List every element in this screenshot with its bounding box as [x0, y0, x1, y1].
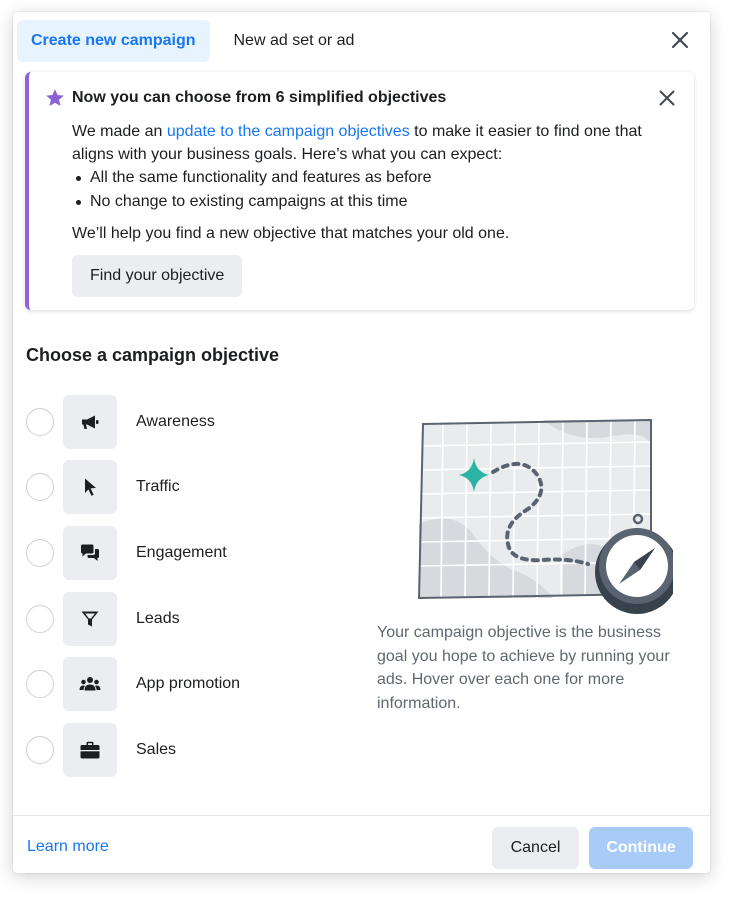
- radio-traffic[interactable]: [26, 473, 54, 501]
- objective-label: Engagement: [136, 543, 227, 561]
- notice-followup: We’ll help you find a new objective that matches your old one.: [72, 225, 510, 242]
- tab-create-new-campaign[interactable]: Create new campaign: [17, 20, 210, 62]
- radio-app-promotion[interactable]: [26, 670, 54, 698]
- objective-label: Traffic: [136, 478, 180, 496]
- cursor-icon: [63, 460, 117, 514]
- campaign-objectives-update-link[interactable]: update to the campaign objectives: [166, 123, 410, 140]
- objective-label: Sales: [136, 740, 177, 758]
- notice-close-icon[interactable]: [658, 89, 676, 107]
- people-icon: [63, 657, 117, 711]
- notice-bullet-list: [72, 166, 674, 214]
- funnel-icon: [63, 592, 117, 646]
- objective-list: [26, 389, 346, 783]
- notice-title: Now you can choose from 6 simplified objectives: [72, 89, 447, 106]
- objective-sales[interactable]: [26, 717, 346, 783]
- tab-new-ad-set-or-ad[interactable]: New ad set or ad: [233, 32, 355, 49]
- find-your-objective-button[interactable]: Find your objective: [72, 255, 242, 297]
- map-compass-illustration: [413, 414, 673, 614]
- briefcase-icon: [63, 723, 117, 777]
- learn-more-link[interactable]: Learn more: [27, 838, 109, 855]
- objective-leads[interactable]: [26, 586, 346, 652]
- radio-sales[interactable]: [26, 736, 54, 764]
- create-campaign-dialog: [13, 12, 710, 873]
- objective-engagement[interactable]: [26, 520, 346, 586]
- star-icon: [45, 88, 65, 108]
- notice-body-suffix: to make it easier to find one that aligns with your business goals. Here’s what you can expect:: [72, 123, 642, 163]
- radio-engagement[interactable]: [26, 539, 54, 567]
- objective-traffic[interactable]: [26, 455, 346, 521]
- continue-button[interactable]: Continue: [589, 827, 693, 869]
- megaphone-icon: [63, 395, 117, 449]
- objective-description: Your campaign objective is the business goal you hope to achieve by running your ads. Hover over each one for more information.: [377, 624, 670, 712]
- notice-body-prefix: We made an: [72, 123, 167, 140]
- cancel-button[interactable]: Cancel: [492, 827, 579, 869]
- section-title: Choose a campaign objective: [26, 345, 280, 365]
- objectives-notice-banner: [25, 72, 694, 310]
- objective-app-promotion[interactable]: [26, 651, 346, 717]
- radio-awareness[interactable]: [26, 408, 54, 436]
- header-tabs: [17, 20, 368, 62]
- objective-label: Awareness: [136, 412, 215, 430]
- objective-awareness[interactable]: [26, 389, 346, 455]
- radio-leads[interactable]: [26, 605, 54, 633]
- dialog-footer: [13, 815, 710, 873]
- chat-bubbles-icon: [63, 526, 117, 580]
- notice-body: [72, 120, 674, 166]
- list-item: No change to existing campaigns at this time: [76, 190, 674, 214]
- objective-label: App promotion: [136, 675, 241, 693]
- list-item: All the same functionality and features as before: [76, 166, 674, 190]
- close-icon[interactable]: [670, 30, 690, 50]
- objective-label: Leads: [136, 609, 180, 627]
